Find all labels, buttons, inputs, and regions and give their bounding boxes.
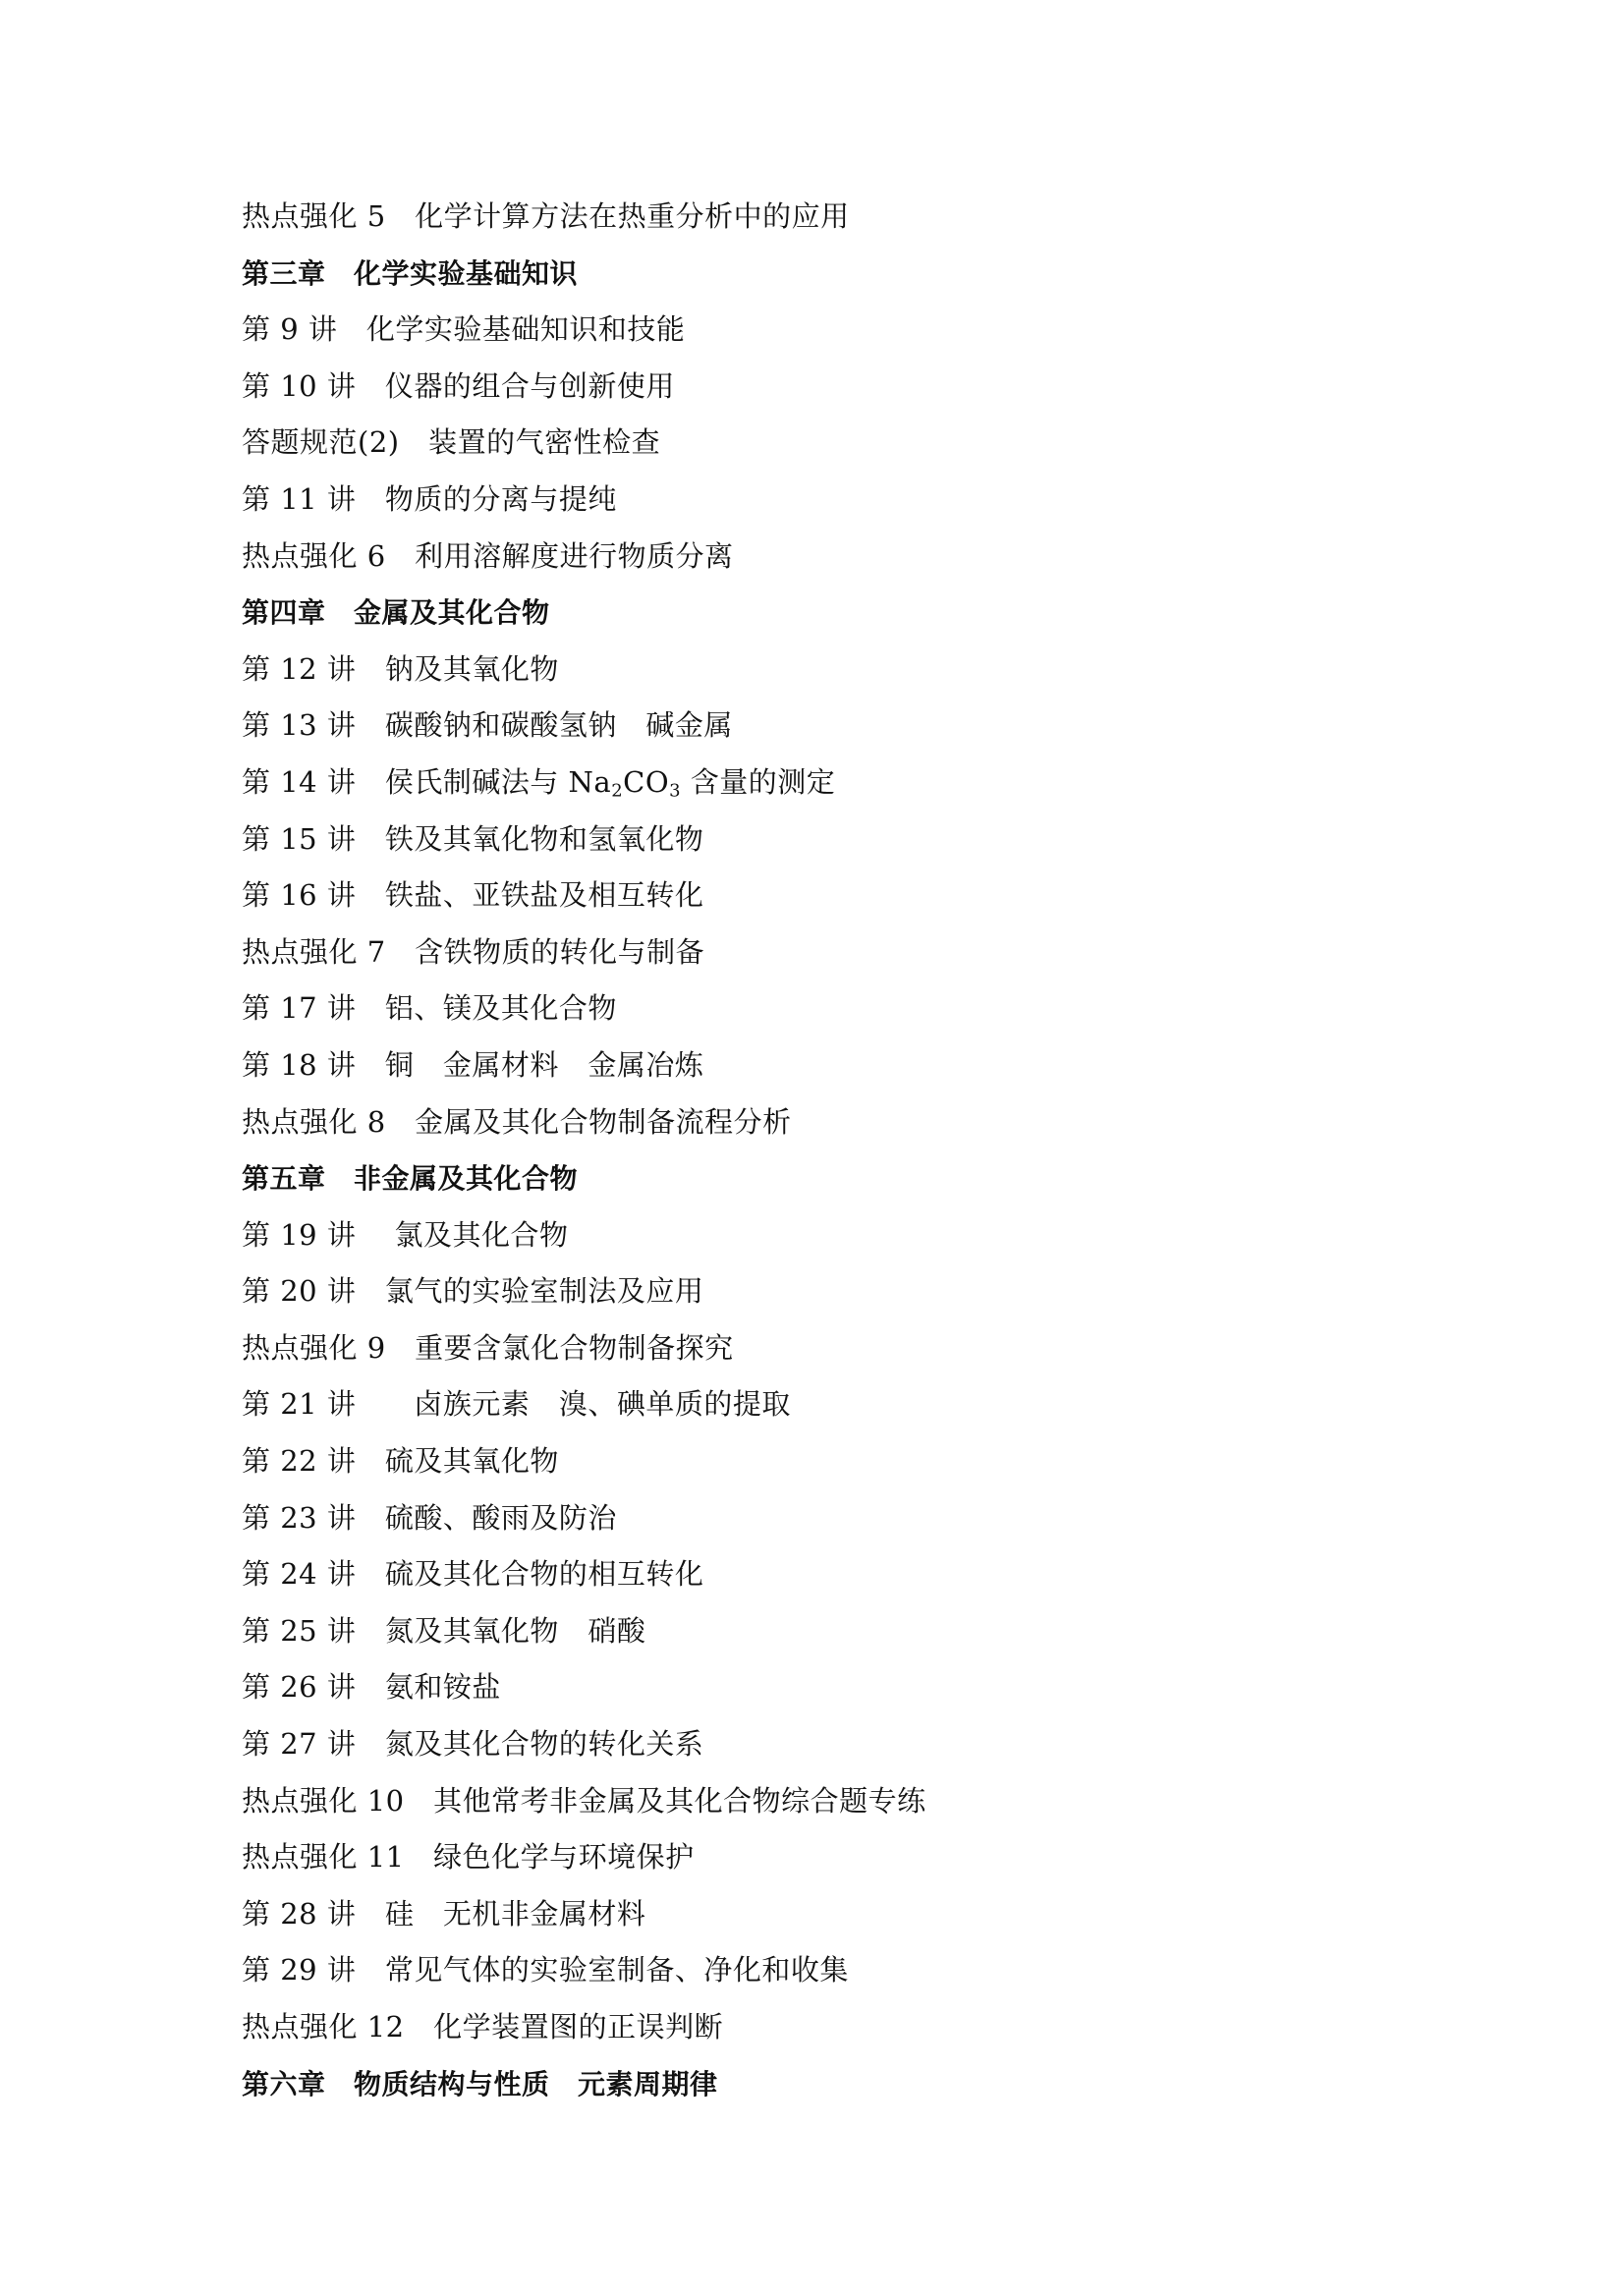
toc-item: 第 12 讲 钠及其氧化物 xyxy=(242,651,559,686)
toc-item: 第 13 讲 碳酸钠和碳酸氢钠 碱金属 xyxy=(242,708,733,743)
toc-item: 第 18 讲 铜 金属材料 金属冶炼 xyxy=(242,1047,704,1082)
toc-chapter-heading: 第五章 非金属及其化合物 xyxy=(242,1162,579,1196)
toc-item: 第 16 讲 铁盐、亚铁盐及相互转化 xyxy=(242,878,704,913)
toc-item: 第 22 讲 硫及其氧化物 xyxy=(242,1444,559,1479)
toc-item-text: 第 14 讲 侯氏制碱法与 Na xyxy=(242,764,612,799)
toc-chapter-heading: 第三章 化学实验基础知识 xyxy=(242,256,579,290)
toc-item: 第 29 讲 常见气体的实验室制备、净化和收集 xyxy=(242,1953,849,1988)
toc-item-text: CO xyxy=(623,764,670,799)
toc-item: 第 21 讲 卤族元素 溴、碘单质的提取 xyxy=(242,1387,791,1422)
toc-item: 热点强化 9 重要含氯化合物制备探究 xyxy=(242,1330,734,1365)
toc-chapter-heading: 第四章 金属及其化合物 xyxy=(242,596,550,630)
toc-item: 第 9 讲 化学实验基础知识和技能 xyxy=(242,312,686,347)
toc-item: 第 10 讲 仪器的组合与创新使用 xyxy=(242,368,675,403)
subscript: 3 xyxy=(669,780,682,802)
toc-item: 第 24 讲 硫及其化合物的相互转化 xyxy=(242,1557,704,1592)
toc-item: 热点强化 10 其他常考非金属及其化合物综合题专练 xyxy=(242,1783,926,1818)
toc-item: 第 19 讲 氯及其化合物 xyxy=(242,1217,569,1252)
toc-chapter-heading: 第六章 物质结构与性质 元素周期律 xyxy=(242,2067,718,2100)
toc-item: 第 15 讲 铁及其氧化物和氢氧化物 xyxy=(242,821,704,856)
toc-item: 热点强化 8 金属及其化合物制备流程分析 xyxy=(242,1104,792,1139)
table-of-contents xyxy=(242,189,1519,2112)
toc-item: 第 11 讲 物质的分离与提纯 xyxy=(242,481,617,516)
toc-item: 热点强化 12 化学装置图的正误判断 xyxy=(242,2010,724,2044)
toc-item-text: 含量的测定 xyxy=(681,764,836,799)
toc-item: 第 27 讲 氮及其化合物的转化关系 xyxy=(242,1727,704,1762)
toc-item: 第 17 讲 铝、镁及其化合物 xyxy=(242,991,617,1026)
toc-item: 热点强化 5 化学计算方法在热重分析中的应用 xyxy=(242,199,850,233)
toc-item: 第 20 讲 氯气的实验室制法及应用 xyxy=(242,1274,704,1309)
toc-item: 第 26 讲 氨和铵盐 xyxy=(242,1670,501,1705)
subscript: 2 xyxy=(611,780,624,802)
toc-item: 热点强化 6 利用溶解度进行物质分离 xyxy=(242,538,734,573)
toc-item: 第 25 讲 氮及其氧化物 硝酸 xyxy=(242,1613,646,1648)
toc-item-formula xyxy=(242,755,1519,812)
toc-item: 热点强化 7 含铁物质的转化与制备 xyxy=(242,934,705,969)
toc-item: 热点强化 11 绿色化学与环境保护 xyxy=(242,1840,695,1875)
toc-item: 第 28 讲 硅 无机非金属材料 xyxy=(242,1896,646,1931)
toc-item: 第 23 讲 硫酸、酸雨及防治 xyxy=(242,1500,617,1535)
toc-item: 答题规范(2) 装置的气密性检查 xyxy=(242,425,661,460)
